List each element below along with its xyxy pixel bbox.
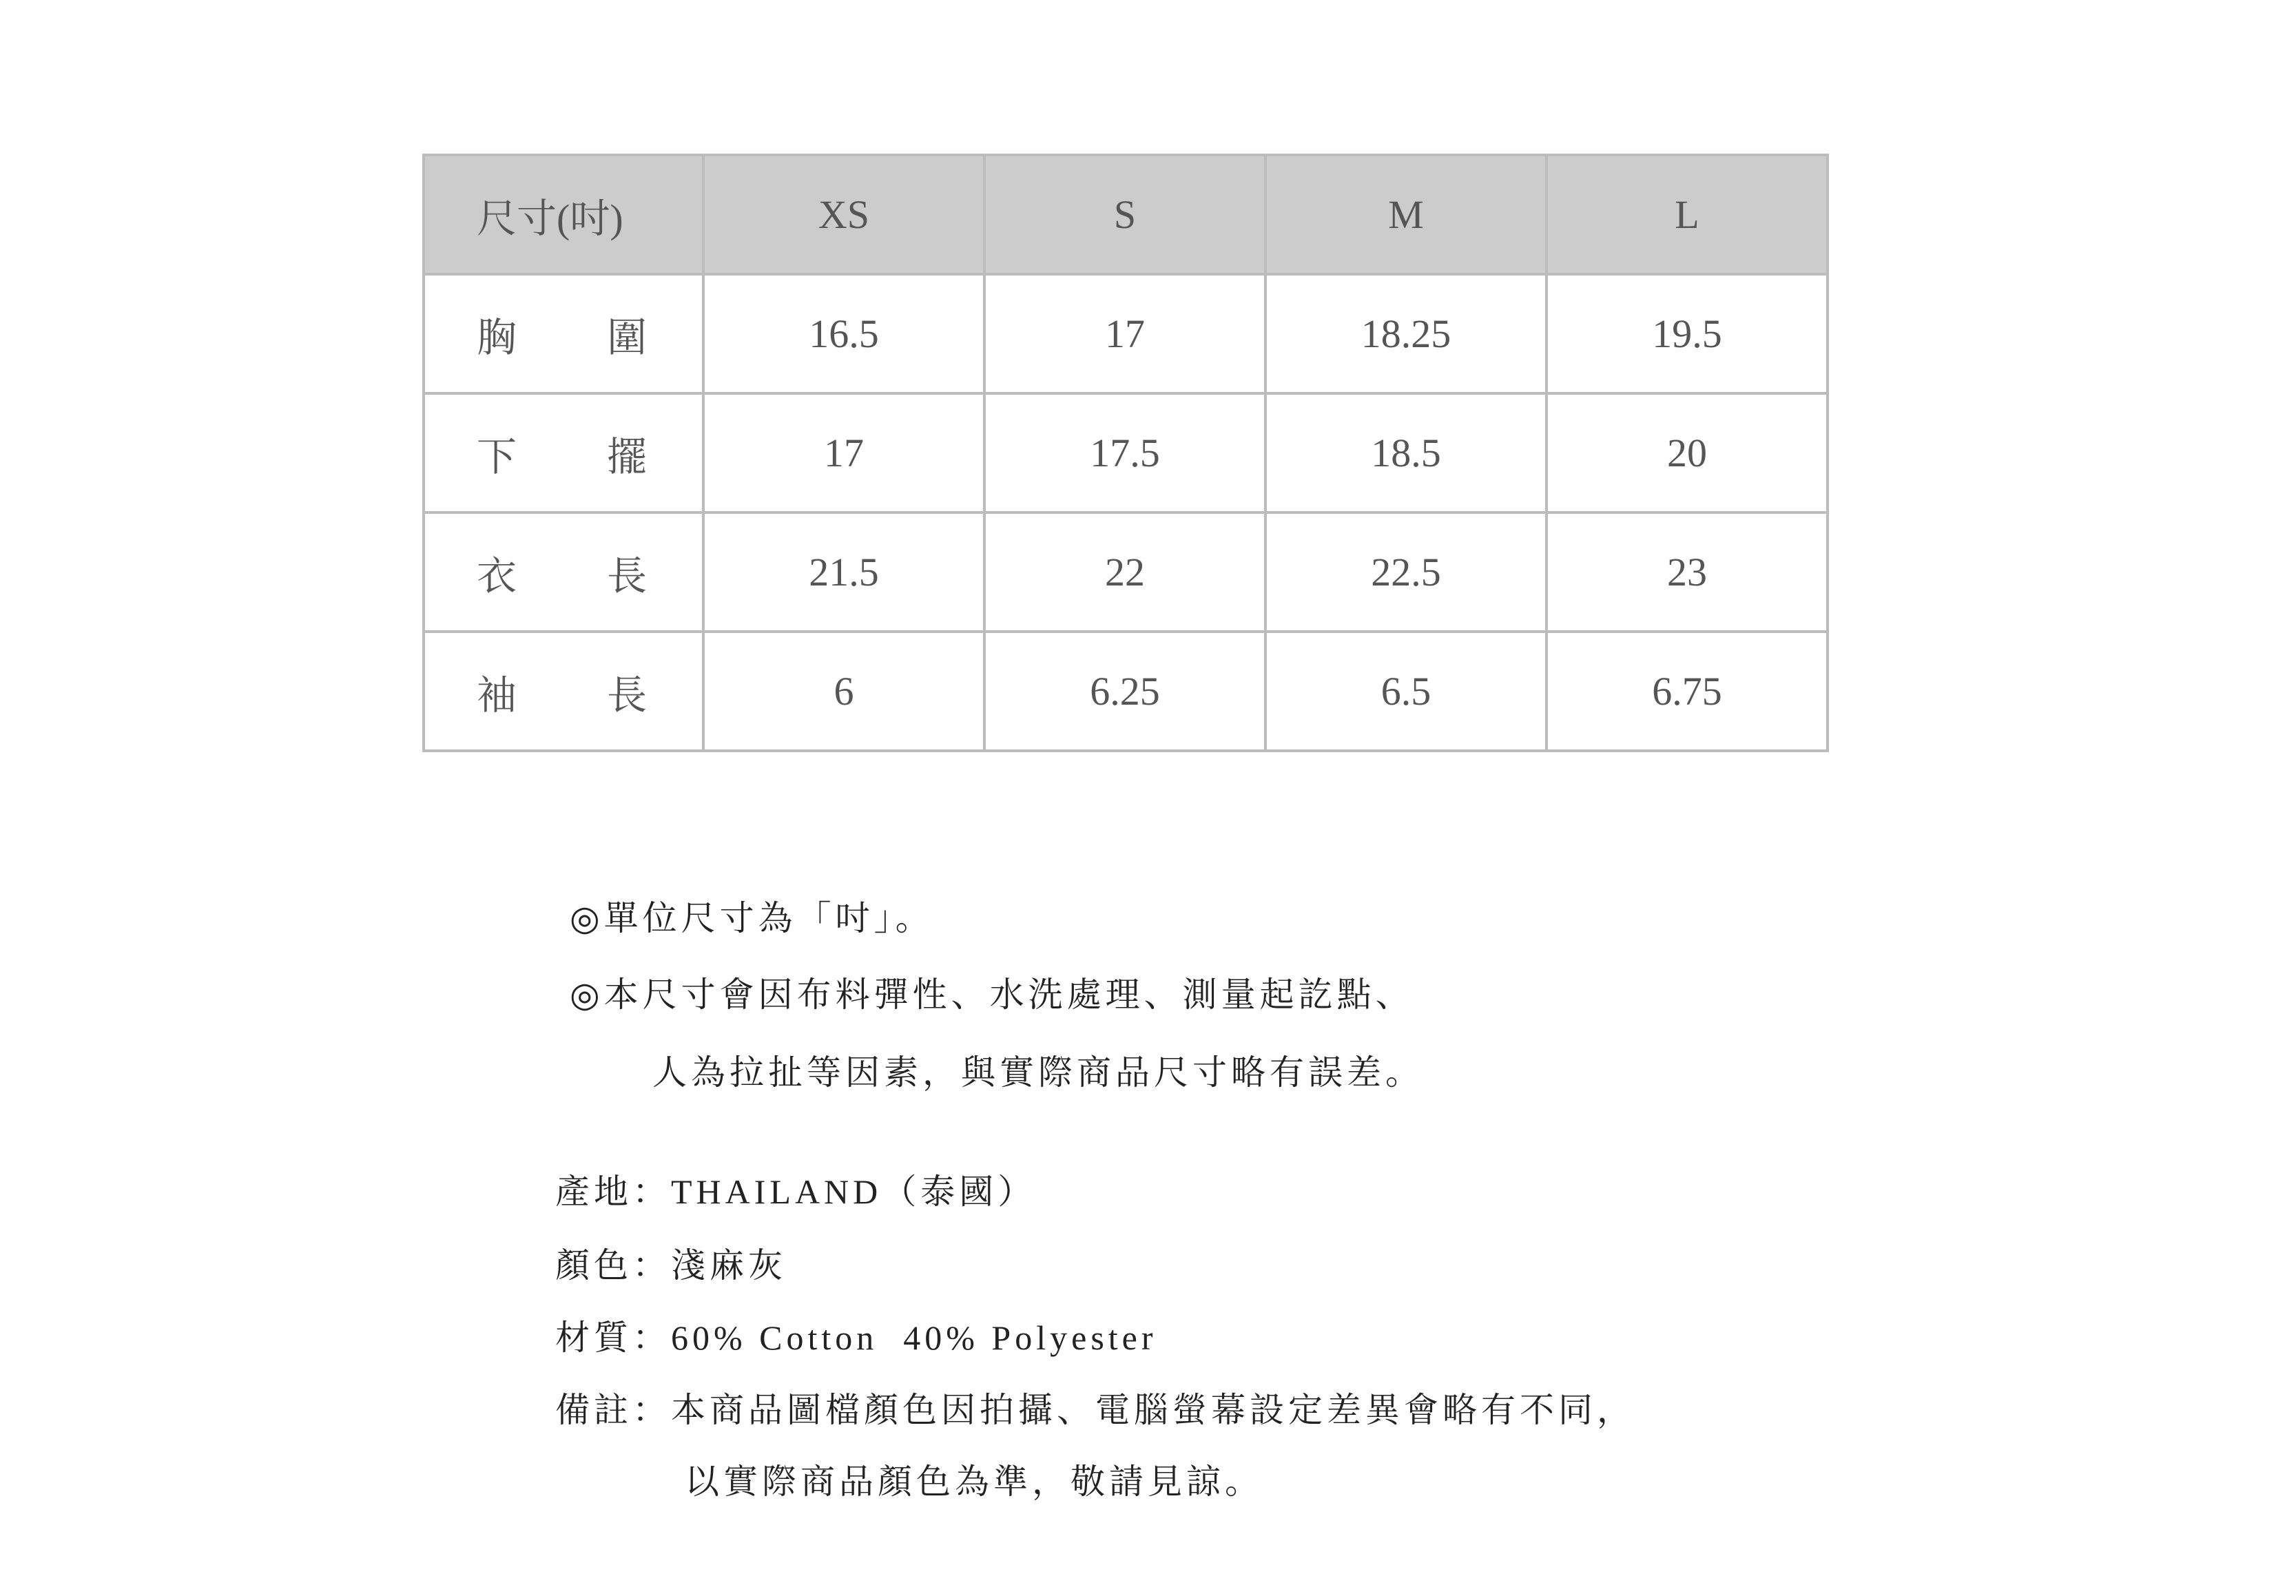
spec-origin: 產地：THAILAND（泰國） (555, 1172, 1037, 1211)
table-row (424, 393, 1828, 512)
header-size-m: M (1265, 155, 1547, 274)
table-row (424, 274, 1828, 393)
table-cell: 6 (703, 632, 984, 751)
row-label-b: 圍 (606, 315, 647, 360)
table-cell: 22.5 (1265, 512, 1547, 632)
row-label-a: 下 (477, 434, 517, 479)
row-label (425, 424, 702, 482)
row-label-b: 長 (606, 553, 647, 599)
table-cell: 16.5 (703, 274, 984, 393)
spec-color: 顏色：淺麻灰 (555, 1246, 787, 1285)
row-label (425, 663, 702, 721)
table-cell: 18.5 (1265, 393, 1547, 512)
spec-remark-cont: 以實際商品顏色為準，敬請見諒。 (685, 1462, 1263, 1501)
spec-material: 材質：60% Cotton 40% Polyester (555, 1318, 1157, 1357)
table-cell: 18.25 (1265, 274, 1547, 393)
row-label-a: 袖 (477, 672, 517, 718)
table-cell: 17 (703, 393, 984, 512)
row-label (425, 543, 702, 601)
table-row (424, 512, 1828, 632)
row-label (425, 305, 702, 363)
header-size-xs: XS (703, 155, 984, 274)
row-label-b: 長 (606, 672, 647, 718)
note-unit: ◎單位尺寸為「吋」。 (570, 899, 934, 937)
table-header-row (424, 155, 1828, 274)
spec-remark: 備註：本商品圖檔顏色因拍攝、電腦螢幕設定差異會略有不同， (555, 1391, 1635, 1429)
row-label-a: 胸 (477, 315, 517, 360)
size-table (422, 154, 1829, 752)
table-cell: 17 (984, 274, 1265, 393)
row-label-a: 衣 (477, 553, 517, 599)
note-variance: ◎本尺寸會因布料彈性、水洗處理、測量起訖點、 (570, 975, 1414, 1014)
table-row (424, 632, 1828, 751)
note-variance-cont: 人為拉扯等因素，與實際商品尺寸略有誤差。 (652, 1053, 1424, 1092)
table-cell: 6.5 (1265, 632, 1547, 751)
table-cell: 6.75 (1547, 632, 1828, 751)
row-label-b: 擺 (606, 434, 647, 479)
table-cell: 23 (1547, 512, 1828, 632)
table-cell: 19.5 (1547, 274, 1828, 393)
header-size-s: S (984, 155, 1265, 274)
table-cell: 21.5 (703, 512, 984, 632)
header-size-l: L (1547, 155, 1828, 274)
table-cell: 6.25 (984, 632, 1265, 751)
table-cell: 22 (984, 512, 1265, 632)
table-cell: 17.5 (984, 393, 1265, 512)
header-label: 尺寸(吋) (477, 196, 623, 241)
table-cell: 20 (1547, 393, 1828, 512)
